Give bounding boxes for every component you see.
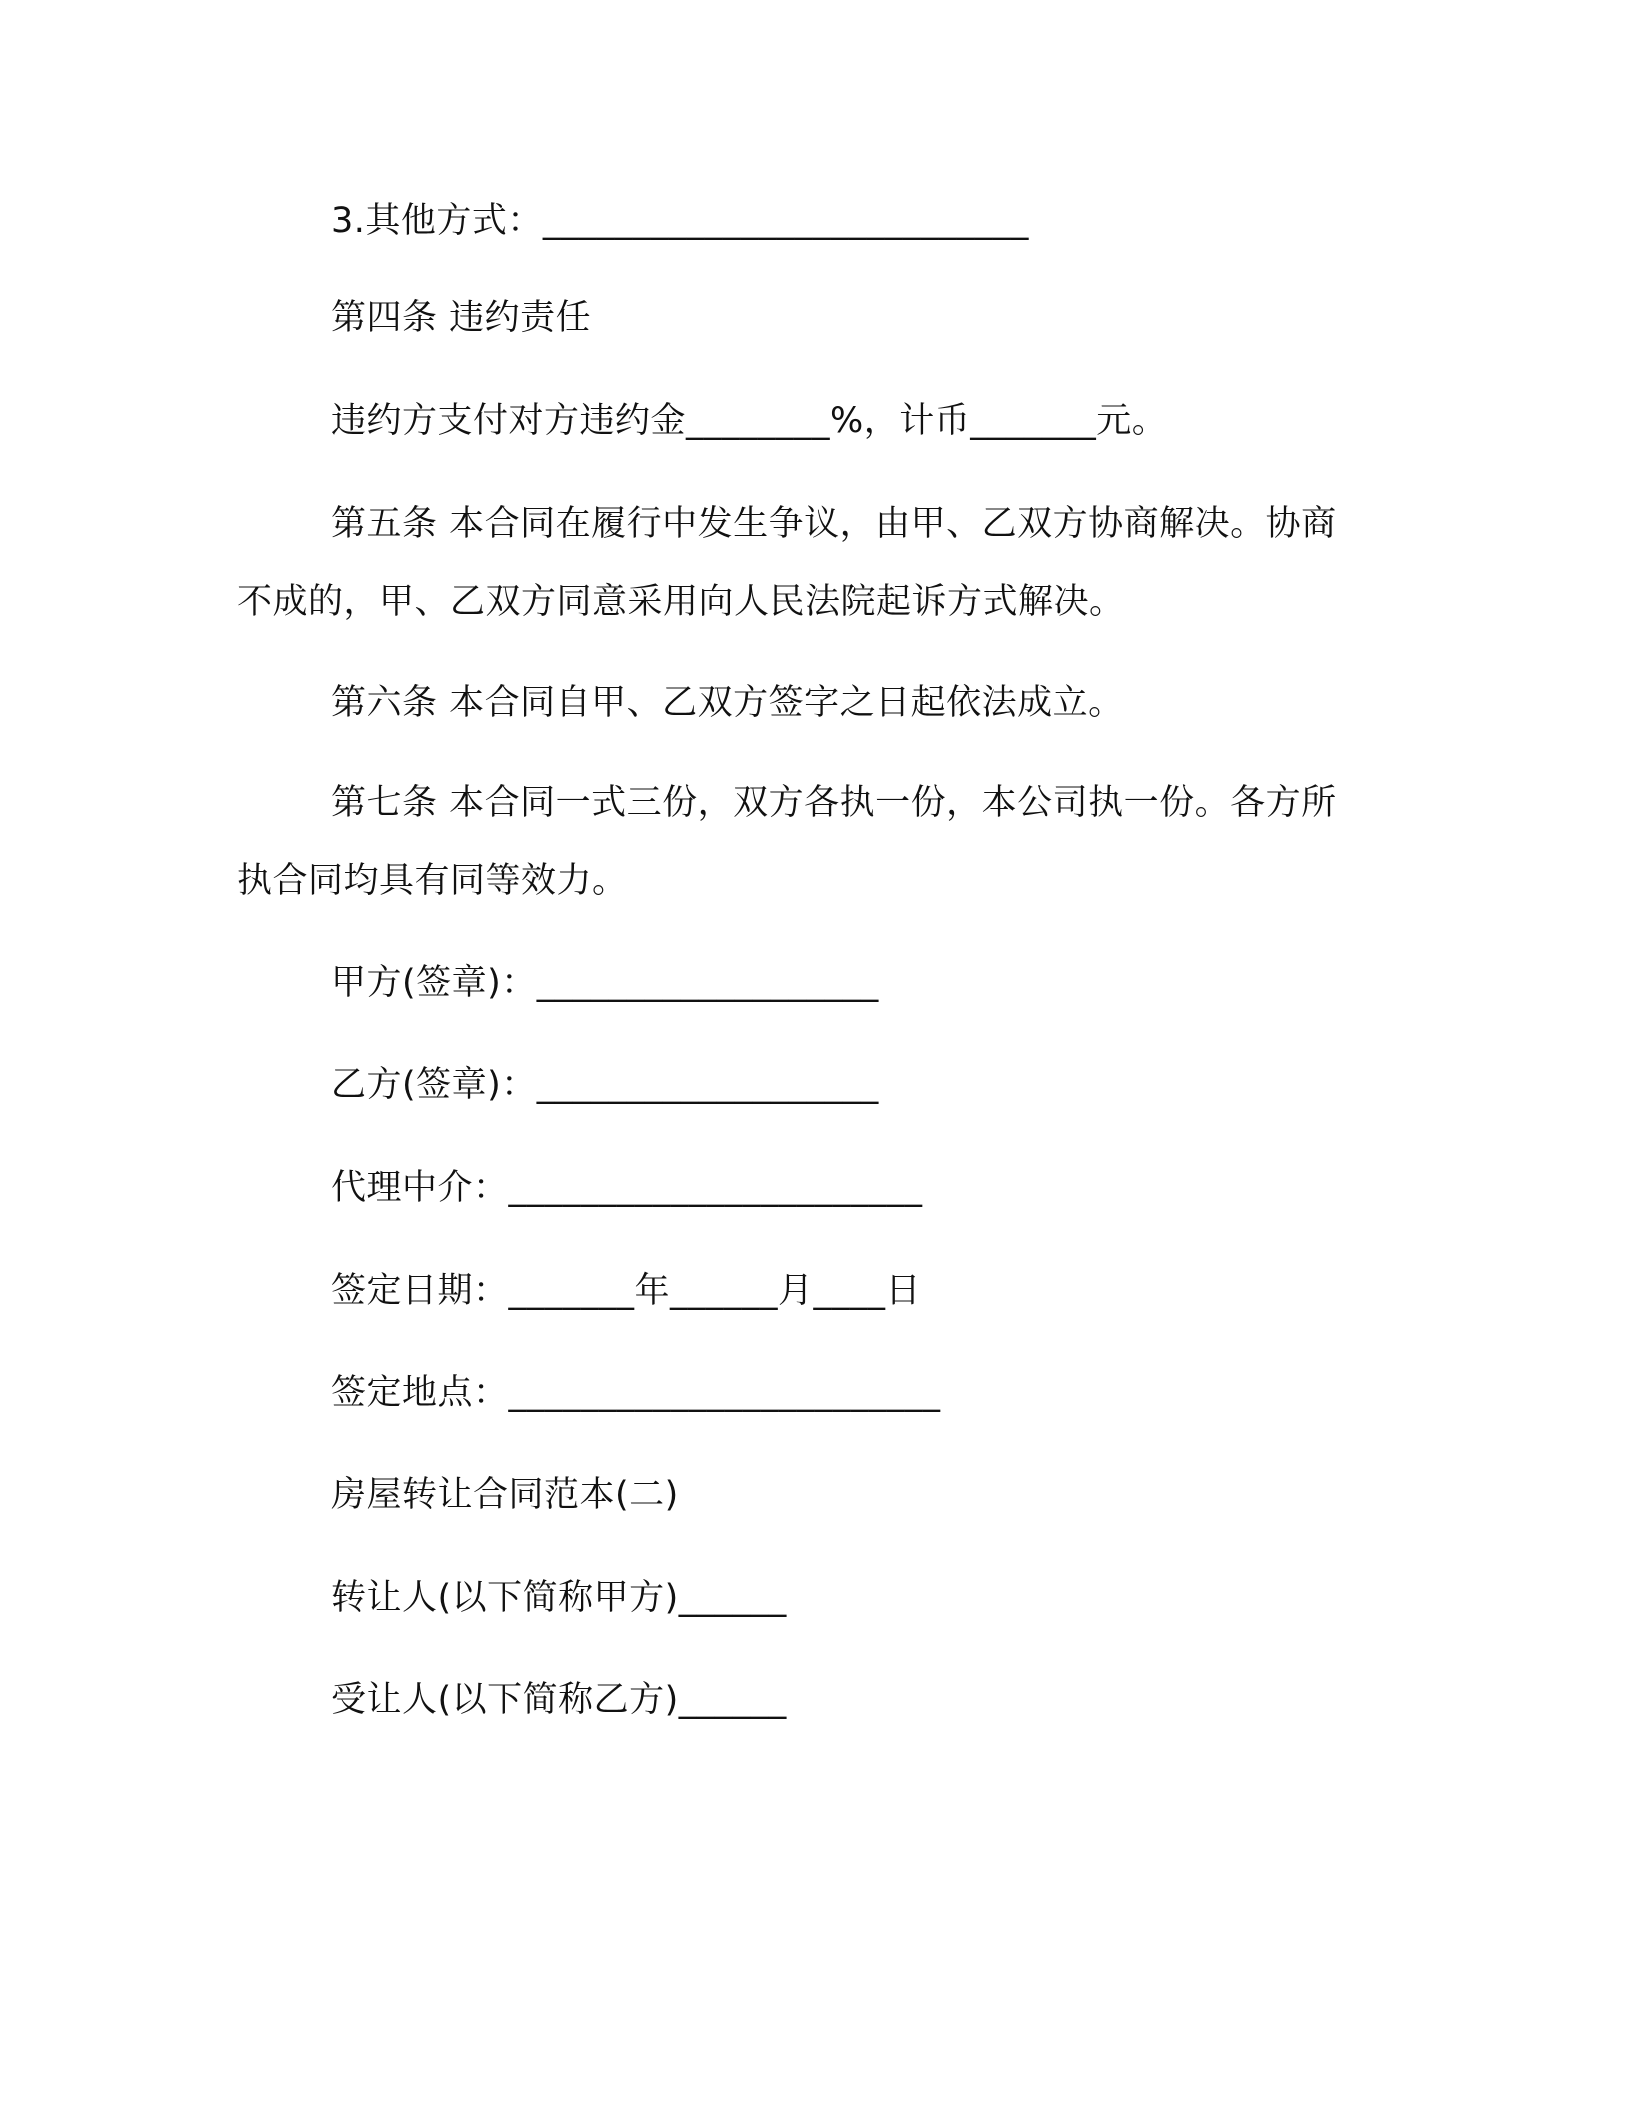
transferor-line: 转让人(以下简称甲方)______ <box>331 1578 787 1618</box>
article4-penalty-line: 违约方支付对方违约金________%，计币_______元。 <box>331 401 1168 441</box>
template2-title: 房屋转让合同范本(二) <box>331 1475 679 1515</box>
article5-paragraph: 第五条 本合同在履行中发生争议，由甲、乙双方协商解决。协商不成的，甲、乙双方同意采用向人民法院起诉方式解决。 <box>237 504 1337 622</box>
party-b-signature-line: 乙方(签章)：___________________ <box>331 1065 879 1105</box>
party-a-signature-line: 甲方(签章)：___________________ <box>331 963 879 1003</box>
article6-paragraph: 第六条 本合同自甲、乙双方签字之日起依法成立。 <box>331 683 1124 723</box>
sign-date-line: 签定日期：_______年______月____日 <box>331 1271 922 1311</box>
transferee-line: 受让人(以下简称乙方)______ <box>331 1680 787 1720</box>
sign-place-line: 签定地点：________________________ <box>331 1373 941 1413</box>
article7-paragraph: 第七条 本合同一式三份，双方各执一份，本公司执一份。各方所执合同均具有同等效力。 <box>237 783 1337 901</box>
agent-line: 代理中介：_______________________ <box>331 1168 923 1208</box>
other-method-line: 3.其他方式：___________________________ <box>331 201 1029 241</box>
article4-heading: 第四条 违约责任 <box>331 298 592 338</box>
